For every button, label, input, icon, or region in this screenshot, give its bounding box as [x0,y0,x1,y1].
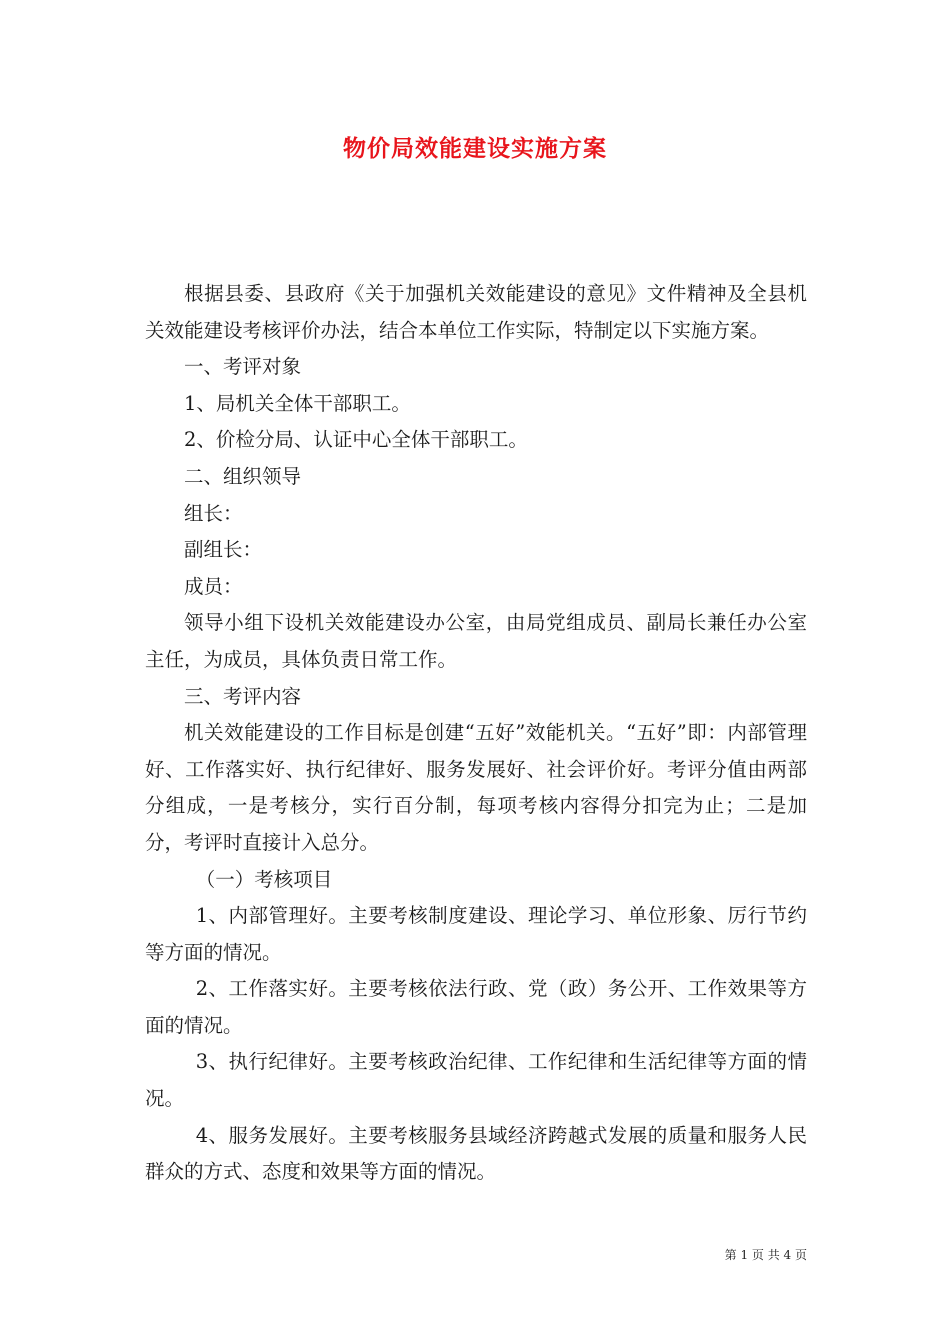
list-item: 1、局机关全体干部职工。 [184,391,411,415]
page-number: 第 1 页 共 4 页 [724,1248,807,1262]
leader-line: 组长： [184,501,243,525]
intro-paragraph: 根据县委、县政府《关于加强机关效能建设的意见》文件精神及全县机关效能建设考核评价办法，结合本单位工作实际，特制定以下实施方案。 [145,282,807,342]
list-item: 3、执行纪律好。主要考核政治纪律、工作纪律和生活纪律等方面的情况。 [145,1050,807,1111]
list-item: 2、工作落实好。主要考核依法行政、党（政）务公开、工作效果等方面的情况。 [145,977,807,1037]
members-line: 成员： [184,574,243,598]
list-item: 2、价检分局、认证中心全体干部职工。 [184,428,528,452]
document-body [145,276,807,1191]
section-heading-leadership: 二、组织领导 [184,464,302,488]
section-heading-evaluation-targets: 一、考评对象 [184,355,302,379]
section-heading-evaluation-content: 三、考评内容 [184,684,302,708]
deputy-leader-line: 副组长： [184,538,263,562]
list-item: 1、内部管理好。主要考核制度建设、理论学习、单位形象、厉行节约等方面的情况。 [145,904,807,964]
office-paragraph: 领导小组下设机关效能建设办公室，由局党组成员、副局长兼任办公室主任，为成员，具体负责日常工作。 [145,611,807,671]
subsection-heading-assessment-items: （一）考核项目 [195,867,333,891]
goal-paragraph: 机关效能建设的工作目标是创建“五好”效能机关。“五好”即：内部管理好、工作落实好、执行纪律好、服务发展好、社会评价好。考评分值由两部分组成，一是考核分，实行百分制，每项考核内容得分扣完为止；二是加分，考评时直接计入总分。 [145,721,807,854]
document-title: 物价局效能建设实施方案 [343,135,607,162]
list-item: 4、服务发展好。主要考核服务县域经济跨越式发展的质量和服务人民群众的方式、态度和效果等方面的情况。 [145,1123,807,1184]
